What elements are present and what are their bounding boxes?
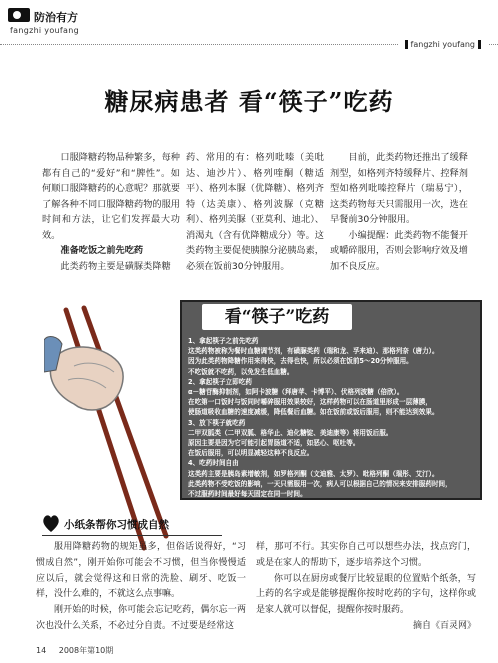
header-right-label: fangzhi youfang <box>398 40 488 49</box>
left-bar-icon <box>405 40 408 49</box>
guide-line: 在饭后服用，可以明显减轻这种不良反应。 <box>188 449 314 458</box>
tip-divider <box>42 535 222 536</box>
guide-line: 在吃第一口饭时与饭同时嚼碎服用效果较好，这样药物可以在肠道里形成一层薄膜， <box>188 398 432 407</box>
column-pinyin: fangzhi youfang <box>10 26 79 35</box>
tip-title: 小纸条帮你习惯成自然 <box>64 519 169 531</box>
paragraph: 小编提醒：此类药物不能餐开或嚼碎服用，否则会影响疗效及增加不良反应。 <box>330 229 468 272</box>
subheading: 准备吃饭之前先吃药 <box>60 245 144 256</box>
article-column-3 <box>330 150 468 274</box>
paragraph: 服用降糖药物的规矩虽多，但俗话说得好，“习惯成自然”，刚开始你可能会不习惯，但当你慢慢适应以后，就会觉得这和日常的洗脸、刷牙、吃饭一样，没什么难的，不就这么点事嘛。 <box>36 542 246 600</box>
column-logo-icon <box>8 8 30 22</box>
guide-line: 二甲双胍类（二甲双胍、格华止、迪化糖锭、美迪康等）将用饭后服。 <box>188 428 393 437</box>
paragraph: 此类药物主要是磺脲类降糖 <box>60 260 171 272</box>
paragraph: 药、常用的有：格列吡嗪（美吡达、迪沙片）、格列喹酮（糖适平）、格列本脲（优降糖）、格列齐特（达美康）、格列波脲（克糖利）、格列美脲（亚莫利、迪北）、消渴丸（含有优降糖成分）等。这类药物主要促使胰腺分泌胰岛素，必须在饭前30分钟服用。 <box>186 152 324 272</box>
guide-line: 不吃饭就不吃药，以免发生低血糖。 <box>188 367 294 376</box>
paragraph: 口服降糖药物品种繁多，每种都有自己的“爱好”和“脾性”。如何顺口服降糖药的心意呢？那就要了解各种不同口服降糖药物的服用时间和方法，让它们发挥最大功效。 <box>42 152 180 241</box>
guide-line: 1、拿起筷子之前先吃药 <box>188 337 259 345</box>
issue-label: 2008年第10期 <box>58 646 114 655</box>
guide-line: 2、拿起筷子立即吃药 <box>188 377 252 386</box>
guide-line: 使肠道吸收血糖的速度减缓，降低餐后血糖。如在饭前或饭后服用，则不能达到效果。 <box>188 408 439 417</box>
guide-line: 4、吃药时间自由 <box>188 459 239 468</box>
guide-line: 不过服药时间最好每天固定在同一时间。 <box>188 490 307 499</box>
page-number: 14 <box>36 646 47 655</box>
page-footer <box>36 645 123 656</box>
paragraph: 你可以在厨房或餐厅比较显眼的位置贴个纸条，写上药的名字或是能够提醒你按时吃药的字句，这样你或是家人就可以督促，提醒你按时服药。 <box>256 573 476 616</box>
guide-box-title: 看“筷子”吃药 <box>202 304 352 330</box>
column-header <box>8 8 148 38</box>
guide-line: 原因主要是因为它可能引起胃肠道不适，如恶心、呕吐等。 <box>188 439 360 448</box>
paragraph: 目前，此类药物还推出了缓释剂型，如格列齐特缓释片、控释剂型如格列吡嗪控释片（瑞易宁），这类药物每天只需服用一次，选在早餐前30分钟服用。 <box>330 152 468 225</box>
guide-box-content <box>188 336 478 499</box>
guide-line: 3、放下筷子就吃药 <box>188 418 246 427</box>
guide-line: α－糖苷酶抑制剂，如阿卡波糖（拜唐苹、卡博平）、伏格列波糖（倍欣）。 <box>188 388 404 397</box>
tip-column-1 <box>36 540 246 635</box>
guide-line: 这类药主要是胰岛素增敏剂，如罗格列酮（文迪雅、太罗）、吡格列酮（瑞彤、艾汀）。 <box>188 469 439 478</box>
right-bar-icon <box>478 40 481 49</box>
guide-line: 因为此类药物降糖作用来得快，去得也快，所以必须在饭前5～20分钟服用。 <box>188 357 413 366</box>
tip-column-2 <box>256 540 476 635</box>
article-column-1 <box>42 150 180 274</box>
paragraph: 样，那可不行。其实你自己可以想些办法，找点窍门，或是在家人的帮助下，逐步培养这个习惯。 <box>256 542 476 568</box>
article-title: 糖尿病患者 看“筷子”吃药 <box>104 87 394 116</box>
column-title: 防治有方 <box>34 11 78 24</box>
chopsticks-medication-guide-box <box>180 300 482 500</box>
tip-section-header <box>42 512 192 536</box>
guide-line: 此类药物不受吃饭的影响，一天只需服用一次，病人可以根据自己的情况来安排服药时间， <box>188 479 452 488</box>
guide-line: 这类药物被称为餐时血糖调节剂，有磺脲类药（瑞和龙、孚来迪）、那格列奈（唐力）。 <box>188 347 439 356</box>
source-credit: 摘自《百灵网》 <box>412 620 476 631</box>
heart-pin-icon <box>42 512 60 534</box>
article-column-2 <box>186 150 324 274</box>
paragraph: 刚开始的时候，你可能会忘记吃药，偶尔忘一两次也没什么关系，不必过分自责。不过要是经常这 <box>36 605 246 631</box>
